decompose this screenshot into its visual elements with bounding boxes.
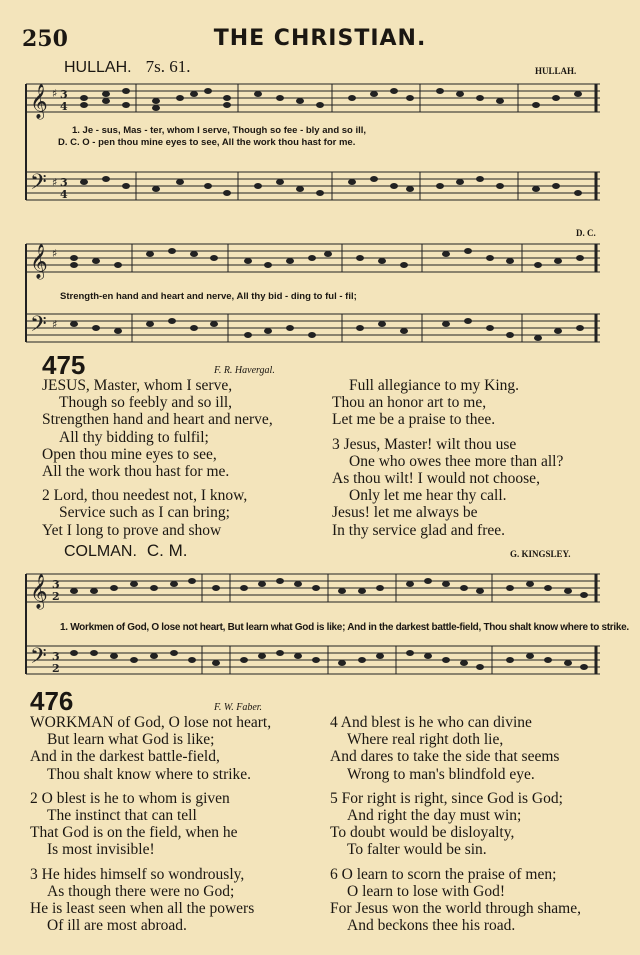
- svg-text:𝄢: 𝄢: [30, 644, 47, 674]
- verse-line: Open thou mine eyes to see,: [42, 445, 217, 463]
- meter: C. M.: [146, 541, 188, 560]
- music-staves: [22, 76, 604, 224]
- verse-line: Let me be a praise to thee.: [332, 411, 496, 429]
- verse-line: And beckons thee his road.: [347, 917, 516, 935]
- verse-line: O learn to lose with God!: [347, 882, 505, 900]
- composer: G. KINGSLEY.: [510, 549, 571, 559]
- svg-text:𝄢: 𝄢: [30, 170, 47, 200]
- svg-text:3: 3: [60, 88, 68, 101]
- svg-text:𝄞: 𝄞: [30, 244, 48, 279]
- svg-text:3: 3: [60, 176, 68, 189]
- svg-text:♯: ♯: [52, 176, 58, 189]
- stanza-3: [30, 866, 330, 935]
- verse-line: In thy service glad and free.: [332, 521, 506, 539]
- verse-line: But learn what God is like;: [47, 731, 215, 749]
- verse-line: Thou an honor art to me,: [332, 394, 487, 412]
- verse-line: Is most invisible!: [47, 841, 155, 859]
- verse-line: Wrong to man's blindfold eye.: [347, 765, 535, 783]
- verse-line: He is least seen when all the powers: [30, 900, 255, 918]
- verse-line: 6 O learn to scorn the praise of men;: [330, 865, 557, 883]
- author-faber: F. W. Faber.: [214, 702, 263, 713]
- stanza-6: [330, 866, 630, 935]
- stanza-4: [330, 714, 630, 783]
- verse-line: 3 He hides himself so wondrously,: [30, 865, 245, 883]
- verse-line: As though there were no God;: [47, 882, 235, 900]
- svg-text:2: 2: [52, 590, 60, 603]
- verse-line: Strengthen hand and heart and nerve,: [42, 411, 273, 429]
- hymn-475-right-column: [332, 377, 622, 546]
- svg-text:3: 3: [52, 650, 60, 663]
- meter: 7s. 61.: [145, 57, 191, 76]
- verse-line: Where real right doth lie,: [347, 731, 504, 749]
- stanza-2: [30, 790, 330, 859]
- verse-line: To doubt would be disloyalty,: [330, 824, 515, 842]
- svg-text:♯: ♯: [52, 318, 58, 331]
- verse-line: Yet I long to prove and show: [42, 521, 222, 539]
- tune-name: COLMAN.: [64, 543, 137, 560]
- verse-line: WORKMAN of God, O lose not heart,: [30, 714, 272, 731]
- stanza-1: [30, 714, 330, 783]
- lyric-underlay-3: Strength-en hand and heart and nerve, All thy bid - ding to ful - fil;: [60, 291, 357, 302]
- running-title: THE CHRISTIAN.: [213, 26, 427, 51]
- verse-line: Only let me hear thy call.: [349, 487, 507, 505]
- verse-line: And dares to take the side that seems: [330, 748, 560, 766]
- verse-line: 3 Jesus, Master! wilt thou use: [332, 435, 517, 453]
- verse-line: And right the day must win;: [347, 807, 522, 825]
- verse-line: 2 O blest is he to whom is given: [30, 789, 230, 807]
- verse-line: All the work thou hast for me.: [42, 463, 230, 481]
- verse-line: That God is on the field, when he: [30, 824, 238, 842]
- svg-text:𝄢: 𝄢: [30, 312, 47, 342]
- music-system-1: [22, 76, 604, 224]
- tune-heading-colman: [64, 541, 188, 561]
- svg-text:4: 4: [60, 100, 68, 113]
- lyric-underlay-1: 1. Je - sus, Mas - ter, whom I serve, Though so fee - bly and so ill,: [72, 125, 367, 136]
- svg-text:3: 3: [52, 578, 60, 591]
- verse-line: To falter would be sin.: [347, 841, 487, 859]
- stanza-2: [42, 487, 328, 539]
- svg-text:𝄞: 𝄞: [30, 574, 48, 609]
- hymn-476-right-column: [330, 714, 630, 941]
- svg-text:4: 4: [60, 188, 68, 201]
- lyric-underlay-colman: 1. Workmen of God, O lose not heart, But learn what God is like; And in the darkest battle-field, Thou shalt know where to strike.: [60, 622, 629, 633]
- svg-text:♯: ♯: [52, 247, 58, 260]
- stanza-5: [330, 790, 630, 859]
- verse-line: Though so feebly and so ill,: [59, 394, 233, 412]
- verse-line: All thy bidding to fulfil;: [59, 428, 209, 446]
- verse-line: As thou wilt! I would not choose,: [332, 470, 540, 488]
- stanza-1: [42, 377, 328, 480]
- author-havergal: F. R. Havergal.: [214, 365, 275, 376]
- verse-line: Thou shalt know where to strike.: [47, 765, 252, 783]
- hymn-476-left-column: [30, 714, 330, 941]
- verse-line: Full allegiance to my King.: [349, 377, 520, 394]
- verse-line: And in the darkest battle-field,: [30, 748, 220, 766]
- verse-line: One who owes thee more than all?: [349, 452, 564, 470]
- verse-line: Jesus! let me always be: [332, 504, 478, 522]
- hymn-number-475: 475: [42, 350, 86, 380]
- hymn-475-left-column: [42, 377, 328, 546]
- composer: HULLAH.: [535, 66, 577, 76]
- svg-text:2: 2: [52, 662, 60, 675]
- stanza-3: [332, 436, 622, 539]
- verse-line: 2 Lord, thou needest not, I know,: [42, 487, 248, 505]
- tune-heading-hullah: [64, 57, 190, 77]
- verse-line: For Jesus won the world through shame,: [330, 900, 581, 918]
- svg-text:♯: ♯: [52, 87, 58, 100]
- verse-line: The instinct that can tell: [47, 807, 197, 825]
- verse-line: Of ill are most abroad.: [47, 917, 187, 935]
- verse-line: 5 For right is right, since God is God;: [330, 789, 563, 807]
- lyric-underlay-2: D. C. O - pen thou mine eyes to see, All the work thou hast for me.: [58, 137, 356, 148]
- verse-line: JESUS, Master, whom I serve,: [42, 377, 233, 394]
- verse-line: Service such as I can bring;: [59, 504, 230, 522]
- page-number: 250: [22, 26, 68, 52]
- da-capo-mark: D. C.: [576, 228, 596, 238]
- hymn-number-476: 476: [30, 686, 74, 716]
- svg-text:𝄞: 𝄞: [30, 84, 48, 119]
- tune-name: HULLAH.: [64, 59, 132, 76]
- verse-line: 4 And blest is he who can divine: [330, 714, 532, 731]
- stanza-2-cont: [332, 377, 622, 429]
